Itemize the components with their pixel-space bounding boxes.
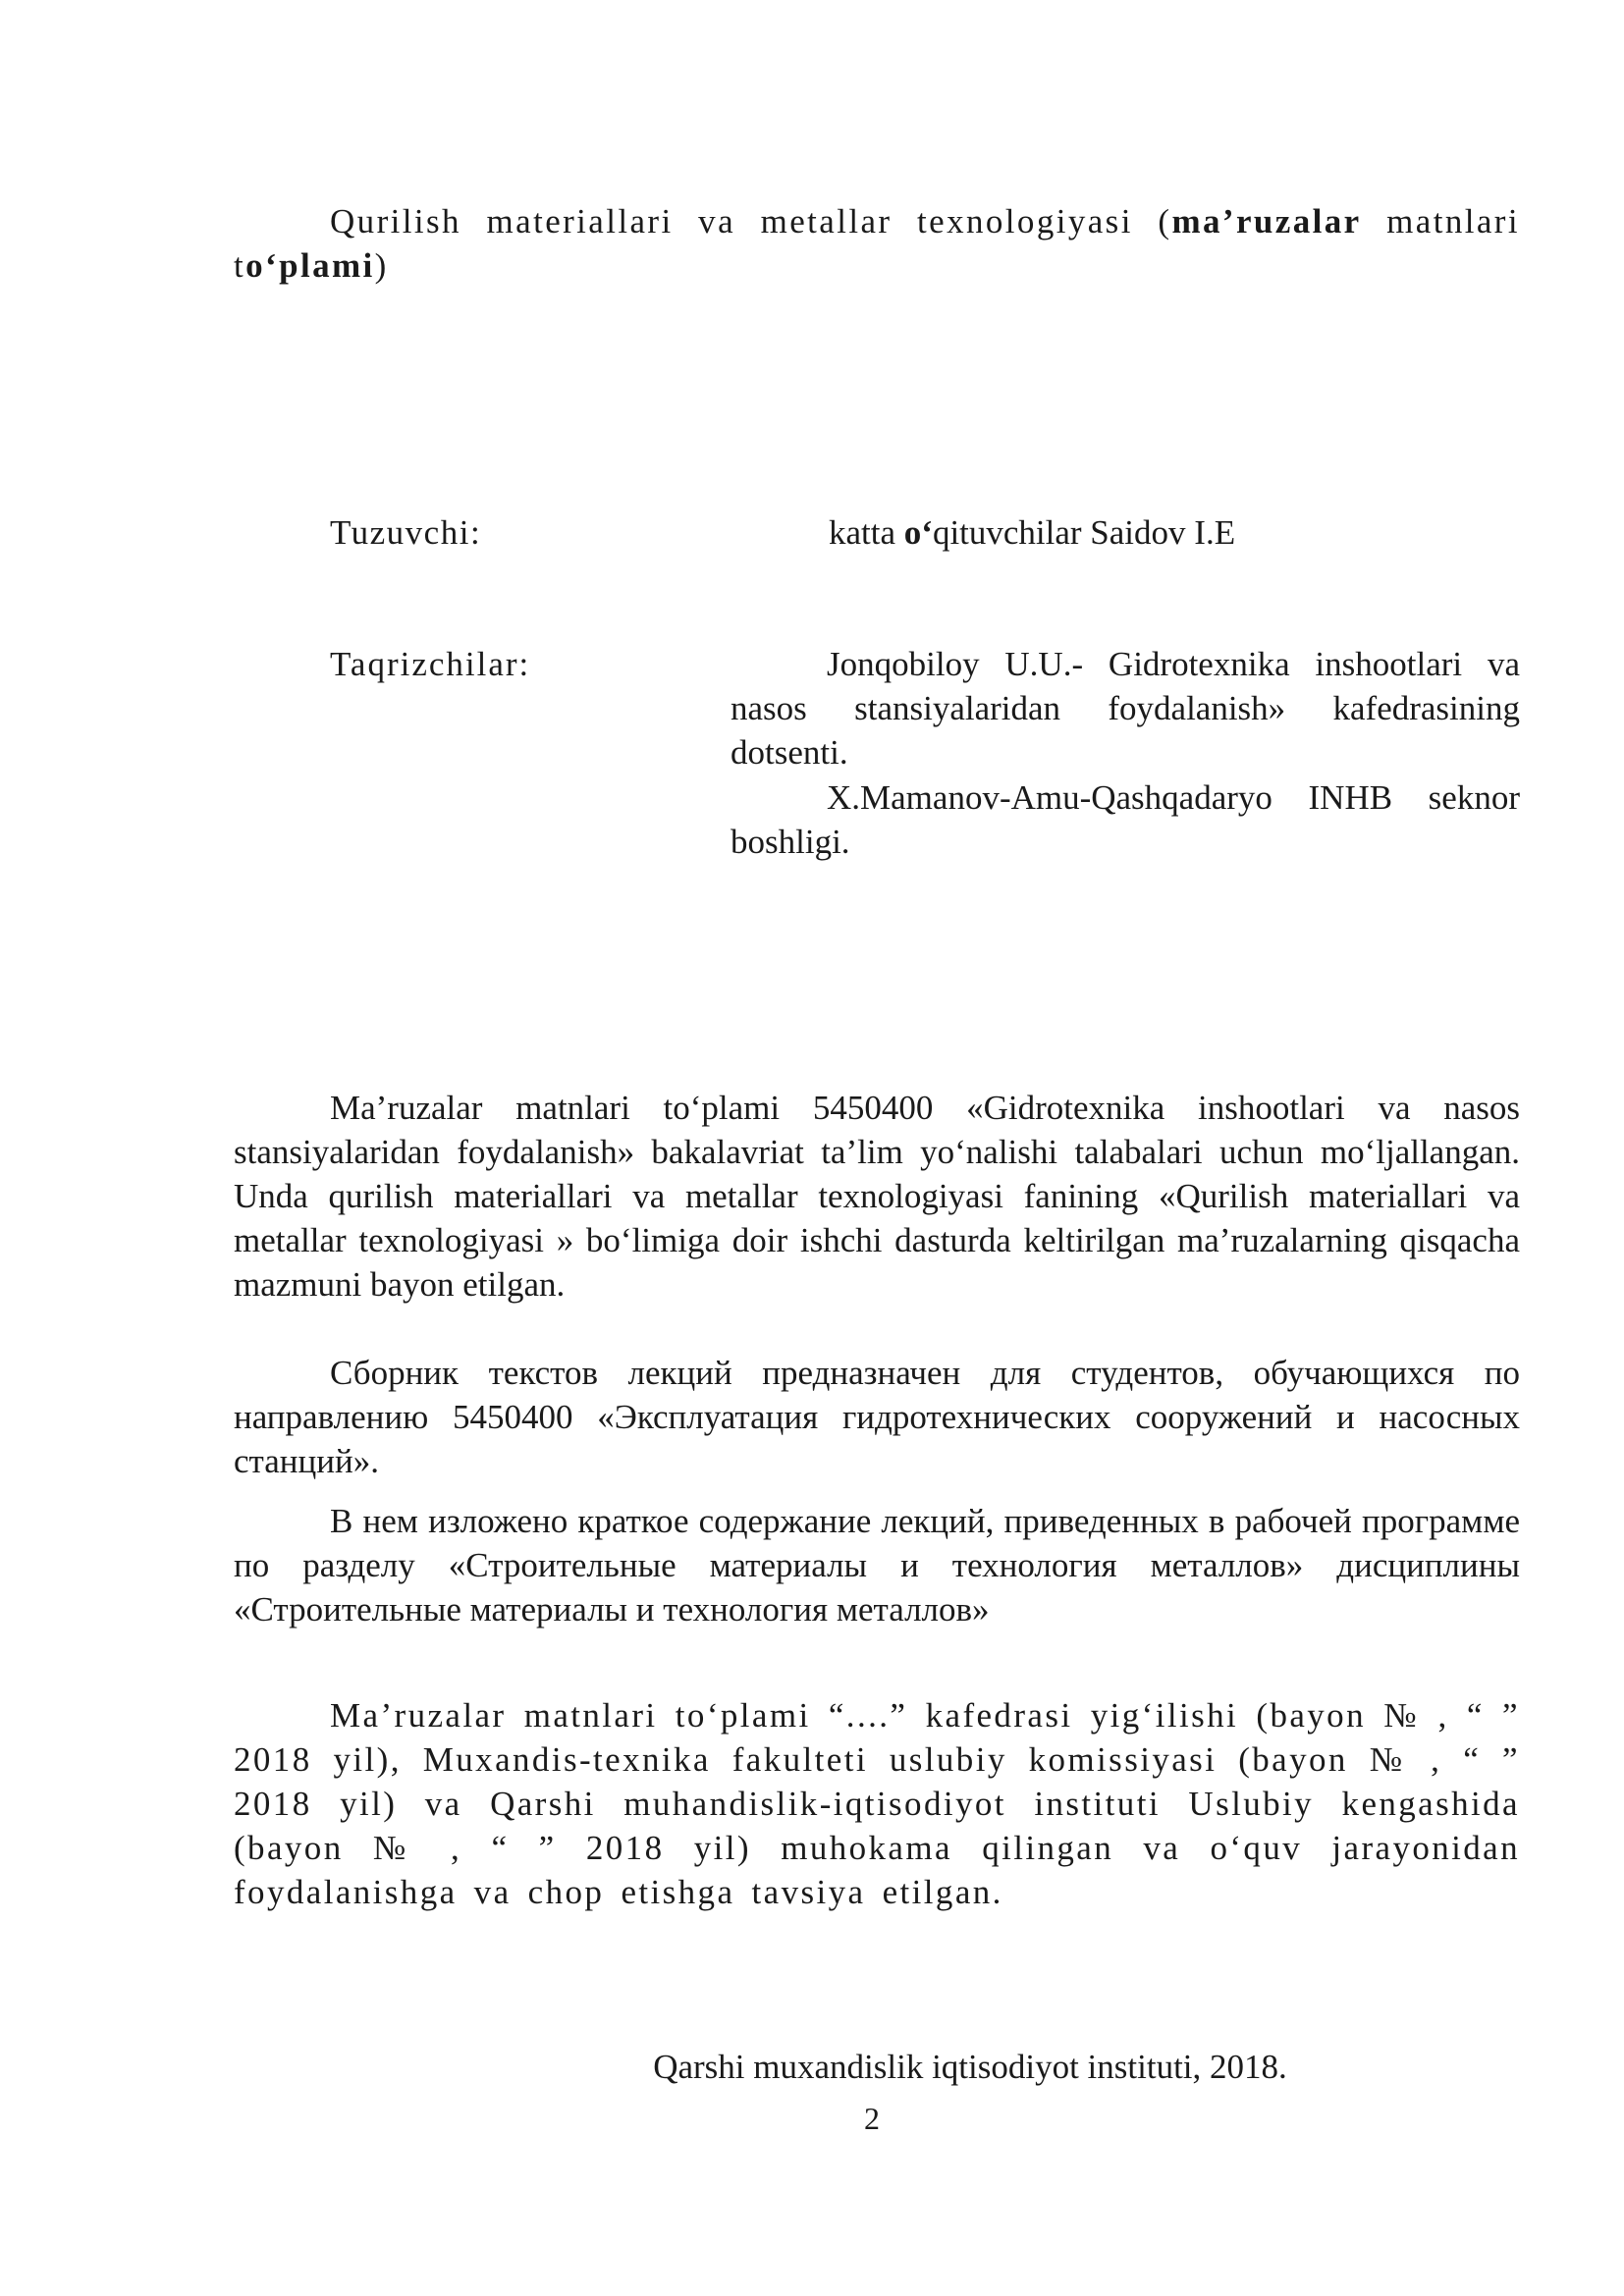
footer-institution: Qarshi muxandislik iqtisodiyot instituti, 2018. — [653, 2048, 1287, 2086]
page-number: 2 — [864, 2101, 880, 2136]
reviewer-1: Jonqobiloy U.U.- Gidrotexnika inshootlari va nasos stansiyalaridan foydalanish» kafedrasining dotsenti. — [731, 645, 1520, 772]
compiler-value: katta o‘qituvchilar Saidov I.E — [829, 513, 1236, 552]
description-uz: Ma’ruzalar matnlari to‘plami 5450400 «Gidrotexnika inshootlari va nasos stansiyalaridan foydalanish» bakalavriat ta’lim yo‘nalishi talabalari uchun mo‘ljallangan. Unda qurilish materiallari va metallar texnologiyasi fanining «Qurilish materiallari va metallar texnologiyasi » bo‘limiga doir ishchi dasturda keltirilgan ma’ruzalarning qisqacha mazmuni bayon etilgan. — [234, 1089, 1520, 1304]
description-ru-2: В нем изложено краткое содержание лекций, приведенных в рабочей программе по разделу «Строительные материалы и технология металлов» дисциплины «Строительные материалы и технология металлов» — [234, 1502, 1520, 1629]
compiler-label: Tuzuvchi: — [330, 513, 482, 552]
title-text-part: ) — [374, 246, 389, 285]
title-bold-part: o‘plami — [245, 246, 375, 285]
reviewer-2: X.Mamanov-Amu-Qashqadaryo INHB seknor boshligi. — [731, 778, 1520, 861]
title-text-part: matnlari t — [234, 202, 1520, 285]
description-ru-1: Сборник текстов лекций предназначен для студентов, обучающихся по направлению 5450400 «Эксплуатация гидротехнических сооружений и насосных станций». — [234, 1354, 1520, 1480]
reviewers-label: Taqrizchilar: — [330, 645, 531, 683]
title-text-part: Qurilish materiallari va metallar texnologiyasi ( — [330, 202, 1172, 240]
document-title — [234, 199, 1520, 288]
title-bold-part: ma’ruzalar — [1171, 202, 1362, 240]
approval-note: Ma’ruzalar matnlari to‘plami “....” kafedrasi yig‘ilishi (bayon № , “ ” 2018 yil), Muxandis-texnika fakulteti uslubiy komissiyasi (bayon № , “ ” 2018 yil) va Qarshi muhandislik-iqtisodiyot instituti Uslubiy kengashida (bayon № , “ ” 2018 yil) muhokama qilingan va o‘quv jarayonidan foydalanishga va chop etishga tavsiya etilgan. — [234, 1696, 1520, 1911]
